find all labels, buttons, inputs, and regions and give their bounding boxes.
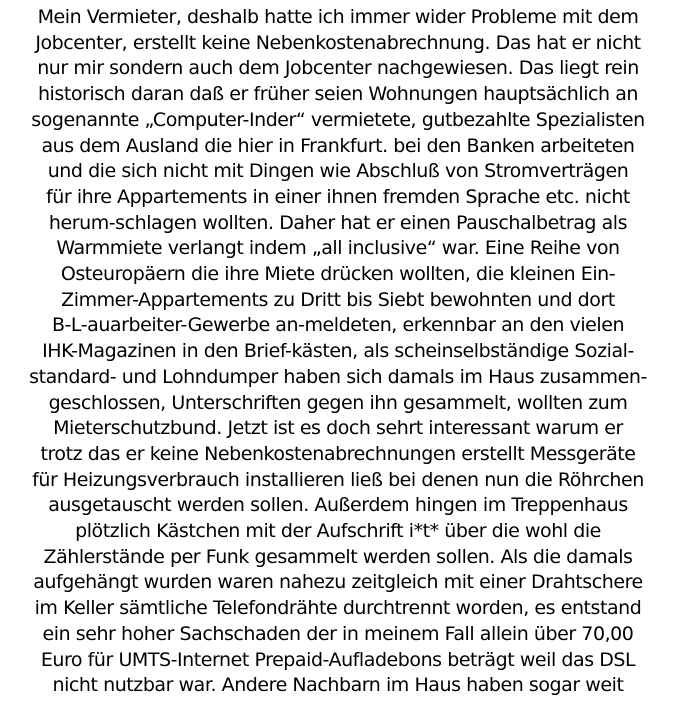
text-line: standard- und Lohndumper haben sich damals im Haus zusammen-: [29, 365, 647, 388]
text-line: historisch daran daß er früher seien Wohnungen hauptsächlich an: [37, 83, 639, 106]
text-line: aufgehängt wurden waren nahezu zeitgleich mit einer Drahtschere: [33, 571, 643, 594]
text-line: geschlossen, Unterschriften gegen ihn gesammelt, wollten zum: [48, 391, 628, 414]
text-line: Zählerstände per Funk gesammelt werden sollen. Als die damals: [43, 545, 633, 568]
text-line: aus dem Ausland die hier in Frankfurt. bei den Banken arbeiteten: [41, 134, 635, 157]
text-line: Osteuropäern die ihre Miete drücken wollten, die kleinen Ein-: [60, 263, 616, 286]
text-line: Jobcenter, erstellt keine Nebenkostenabrechnung. Das hat er nicht: [35, 31, 641, 54]
text-line: Warmmiete verlangt indem „all inclusive“ war. Eine Reihe von: [56, 237, 620, 260]
text-line: ausgetauscht werden sollen. Außerdem hingen im Treppenhaus: [48, 494, 628, 517]
text-line: Zimmer-Appartements zu Dritt bis Siebt bewohnten und dort: [61, 288, 615, 311]
text-line: trotz das er keine Nebenkostenabrechnungen erstellt Messgeräte: [40, 442, 636, 465]
text-line: Euro für UMTS-Internet Prepaid-Aufladebons beträgt weil das DSL: [40, 648, 636, 671]
text-line: im Keller sämtliche Telefondrähte durchtrennt worden, es entstand: [34, 597, 642, 620]
text-line: Mieterschutzbund. Jetzt ist es doch sehrt interessant warum er: [53, 417, 623, 440]
text-line: für Heizungsverbrauch installieren ließ bei denen nun die Röhrchen: [32, 468, 644, 491]
body-paragraph: [0, 5, 676, 699]
text-line: IHK-Magazinen in den Brief-kästen, als scheinselbständige Sozial-: [42, 340, 634, 363]
text-line: nur mir sondern auch dem Jobcenter nachgewiesen. Das liegt rein: [37, 57, 639, 80]
text-line: und die sich nicht mit Dingen wie Abschluß von Stromverträgen: [47, 160, 629, 183]
text-line: für ihre Appartements in einer ihnen fremden Sprache etc. nicht: [46, 185, 630, 208]
text-line: plötzlich Kästchen mit der Aufschrift i*t* über die wohl die: [75, 520, 601, 543]
text-line: herum-schlagen wollten. Daher hat er einen Pauschalbetrag als: [48, 211, 628, 234]
text-line: Mein Vermieter, deshalb hatte ich immer wider Probleme mit dem: [37, 6, 639, 28]
text-line: B-L-auarbeiter-Gewerbe an-meldeten, erkennbar an den vielen: [51, 314, 625, 337]
text-line: nicht nutzbar war. Andere Nachbarn im Haus haben sogar weit: [52, 674, 624, 697]
text-line: sogenannte „Computer-Inder“ vermietete, gutbezahlte Spezialisten: [31, 108, 645, 131]
text-line: ein sehr hoher Sachschaden der in meinem Fall allein über 70,00: [42, 622, 634, 645]
